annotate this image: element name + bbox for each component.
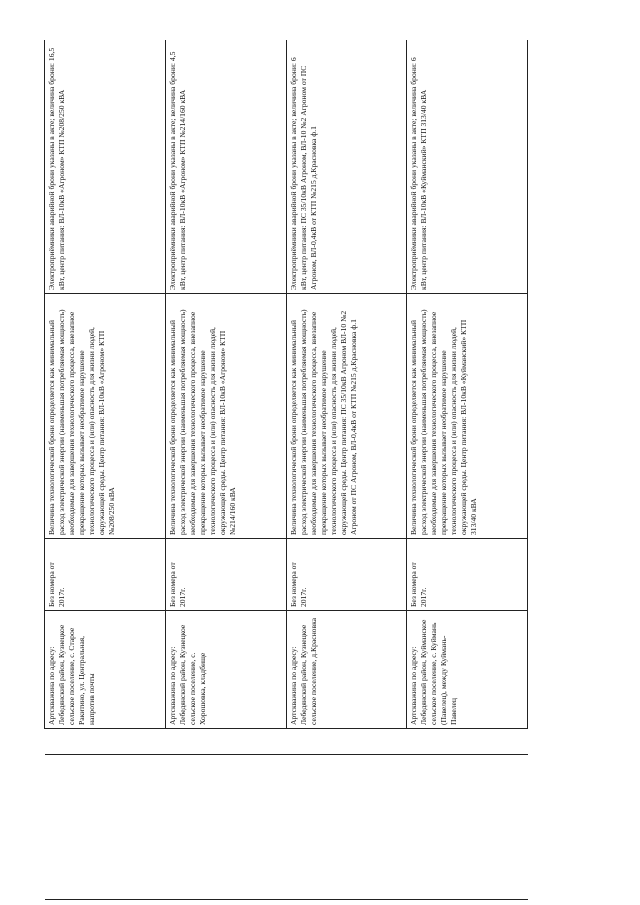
number-cell: Без номера от 2017г.	[286, 539, 407, 611]
blank-cell	[45, 755, 166, 900]
emergency-cell: Электроприёмники аварийной брони указаны в акте; величина брони: 16,5 кВт, центр питания: ВЛ-10кВ «Агроном» КТП №208/250 кВА	[45, 40, 166, 294]
emergency-cell: Электроприёмники аварийной брони указаны в акте; величина брони: 4,5 кВт, центр питания: ВЛ-10кВ «Агроном» КТП №214/160 кВА	[165, 40, 286, 294]
table-row	[45, 40, 166, 900]
blank-cell	[165, 755, 286, 900]
document-table-wrapper	[44, 40, 528, 900]
blank-cell	[407, 729, 528, 755]
number-cell: Без номера от 2017г.	[45, 539, 166, 611]
blank-cell	[45, 729, 166, 755]
blank-cell	[286, 755, 407, 900]
object-cell: Артскважина по адресу: Лебедянский район, Кузнецкое сельское поселение, д.Красновка	[286, 611, 407, 729]
object-cell: Артскважина по адресу: Лебедянский район, Куйманское сельское поселение, с. Куймань (Павелец), между Куймань-Павелец	[407, 611, 528, 729]
description-cell: Величина технологической брони определяется как минимальный расход электрической энергии (наименьшая потребляемая мощность) необходимые для завершения технологического процесса, внезапное прекращение которых вызывает необратимое нарушение технологического процесса и (или) опасность для жизни людей, окружающей среды. Центр питания: ВЛ-10кВ «Агроном» КТП №208/250 кВА	[45, 294, 166, 539]
description-cell: Величина технологической брони определяется как минимальный расход электрической энергии (наименьшая потребляемая мощность) необходимые для завершения технологического процесса, внезапное прекращение которых вызывает необратимое нарушение технологического процесса и (или) опасность для жизни людей, окружающей среды. Центр питания: ВЛ-10кВ «Куйманский» КТП 313/40 кВА	[407, 294, 528, 539]
object-cell: Артскважина по адресу: Лебедянский район, Кузнецкое сельское поселение, с. Хорошовка, кладбище	[165, 611, 286, 729]
number-cell: Без номера от 2017г.	[165, 539, 286, 611]
blank-cell	[286, 729, 407, 755]
table-row	[286, 40, 407, 900]
table-row	[165, 40, 286, 900]
blank-cell	[165, 729, 286, 755]
blank-cell	[407, 755, 528, 900]
object-cell: Артскважина по адресу: Лебедянский район, Кузнецкое сельское поселение, с. Старое Ракитино, ул. Центральная, напротив почты	[45, 611, 166, 729]
number-cell: Без номера от 2017г.	[407, 539, 528, 611]
table-row	[407, 40, 528, 900]
rotated-page	[44, 40, 528, 900]
description-cell: Величина технологической брони определяется как минимальный расход электрической энергии (наименьшая потребляемая мощность) необходимые для завершения технологического процесса, внезапное прекращение которых вызывает необратимое нарушение технологического процесса и (или) опасность для жизни людей, окружающей среды. Центр питания: ПС 35/10кВ Агроном ВЛ-10 №2 Агроном от ПС Агроном, ВЛ-0,4кВ от КТП №215 д.Красновка ф.1	[286, 294, 407, 539]
emergency-cell: Электроприёмники аварийной брони указаны в акте; величина брони: 6 кВт, центр питания: ВЛ-10кВ «Куйманский» КТП 313/40 кВА	[407, 40, 528, 294]
document-table	[44, 40, 528, 900]
description-cell: Величина технологической брони определяется как минимальный расход электрической энергии (наименьшая потребляемая мощность) необходимые для завершения технологического процесса, внезапное прекращение которых вызывает необратимое нарушение технологического процесса и (или) опасность для жизни людей, окружающей среды. Центр питания: ВЛ-10кВ «Агроном» КТП №214/160 кВА	[165, 294, 286, 539]
emergency-cell: Электроприёмники аварийной брони указаны в акте; величина брони: 6 кВт, центр питания: ПС 35/10кВ Агроном, ВЛ-10 №2 Агроном от ПС Агроном, ВЛ-0,4кВ от КТП №215 д.Красновка ф.1	[286, 40, 407, 294]
